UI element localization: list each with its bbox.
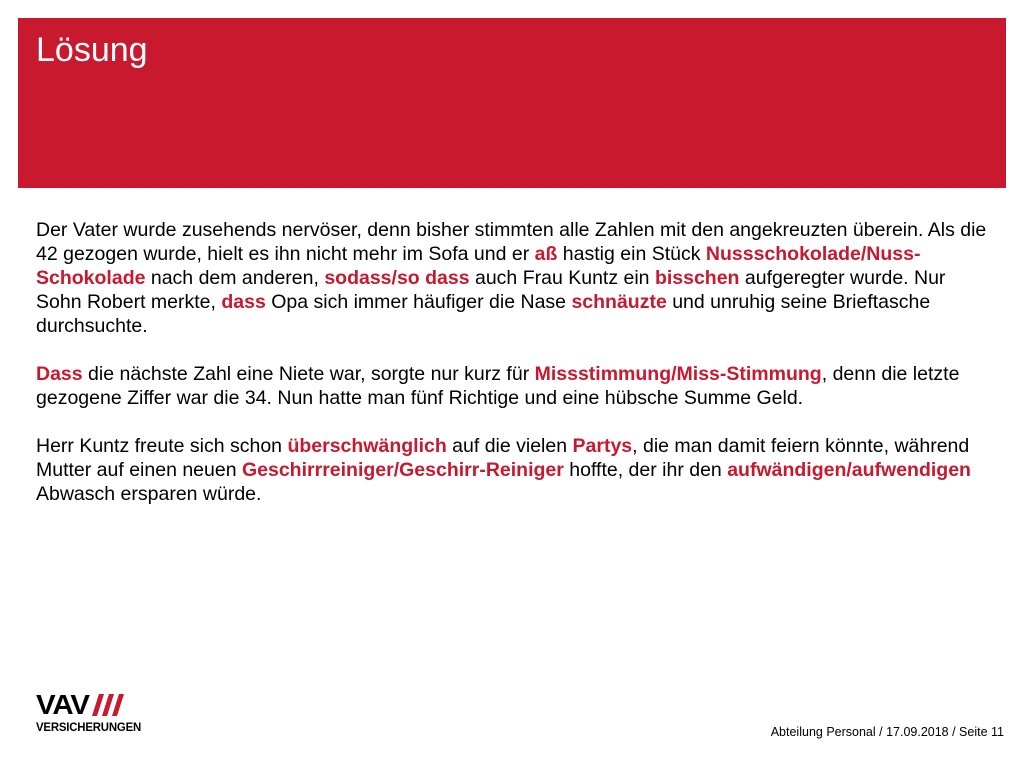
text-segment: Der Vater wurde zusehends nervöser, denn bisher stimmten alle Zahlen mit den angekreuzten überein. Als die 42 gezogen wurde, hielt es ihn nicht mehr im Sofa und er — [36, 219, 987, 265]
text-segment: Abwasch ersparen würde. — [36, 483, 262, 505]
highlighted-correction: bisschen — [654, 267, 740, 289]
text-segment: die nächste Zahl eine Niete war, sorgte nur kurz für — [82, 363, 535, 385]
highlighted-correction: schnäuzte — [571, 291, 667, 313]
highlighted-correction: aufwändigen/aufwendigen — [727, 459, 971, 481]
highlighted-correction: Geschirrreiniger/Geschirr-Reiniger — [241, 459, 564, 481]
highlighted-correction: Partys — [572, 435, 633, 457]
highlighted-correction: sodass/so dass — [324, 267, 470, 289]
highlighted-correction: dass — [221, 291, 266, 313]
paragraph — [36, 218, 996, 338]
paragraph — [36, 434, 996, 506]
vav-stripes-icon — [92, 694, 126, 716]
highlighted-correction: überschwänglich — [287, 435, 447, 457]
slide-title: Lösung — [36, 31, 148, 69]
highlighted-correction: Dass — [36, 363, 83, 385]
header-band — [18, 18, 1006, 188]
logo-wordmark — [36, 689, 166, 720]
highlighted-correction: aß — [534, 243, 558, 265]
text-segment: , die man damit feiern könnte, während Mutter auf einen neuen — [36, 435, 970, 481]
text-segment: Herr Kuntz freute sich schon — [36, 435, 288, 457]
text-segment: und unruhig seine Brieftasche durchsuchte. — [36, 291, 931, 337]
text-segment: nach dem anderen, — [145, 267, 325, 289]
logo-name: VAV — [36, 689, 89, 720]
paragraph — [36, 362, 996, 410]
text-segment: auf die vielen — [446, 435, 573, 457]
logo-subtitle: VERSICHERUNGEN — [36, 720, 142, 734]
text-segment: , denn die letzte gezogene Ziffer war die 34. Nun hatte man fünf Richtige und eine hübsche Summe Geld. — [36, 363, 960, 409]
highlighted-correction: Nussschokolade/Nuss-Schokolade — [36, 243, 921, 289]
company-logo — [36, 689, 166, 736]
text-segment: hastig ein Stück — [557, 243, 706, 265]
text-segment: Opa sich immer häufiger die Nase — [265, 291, 572, 313]
footer-info: Abteilung Personal / 17.09.2018 / Seite 11 — [770, 725, 1004, 739]
highlighted-correction: Missstimmung/Miss-Stimmung — [534, 363, 822, 385]
text-segment: hoffte, der ihr den — [563, 459, 728, 481]
text-segment: aufgeregter wurde. Nur Sohn Robert merkte, — [36, 267, 946, 313]
body-text — [36, 218, 996, 530]
text-segment: auch Frau Kuntz ein — [469, 267, 655, 289]
